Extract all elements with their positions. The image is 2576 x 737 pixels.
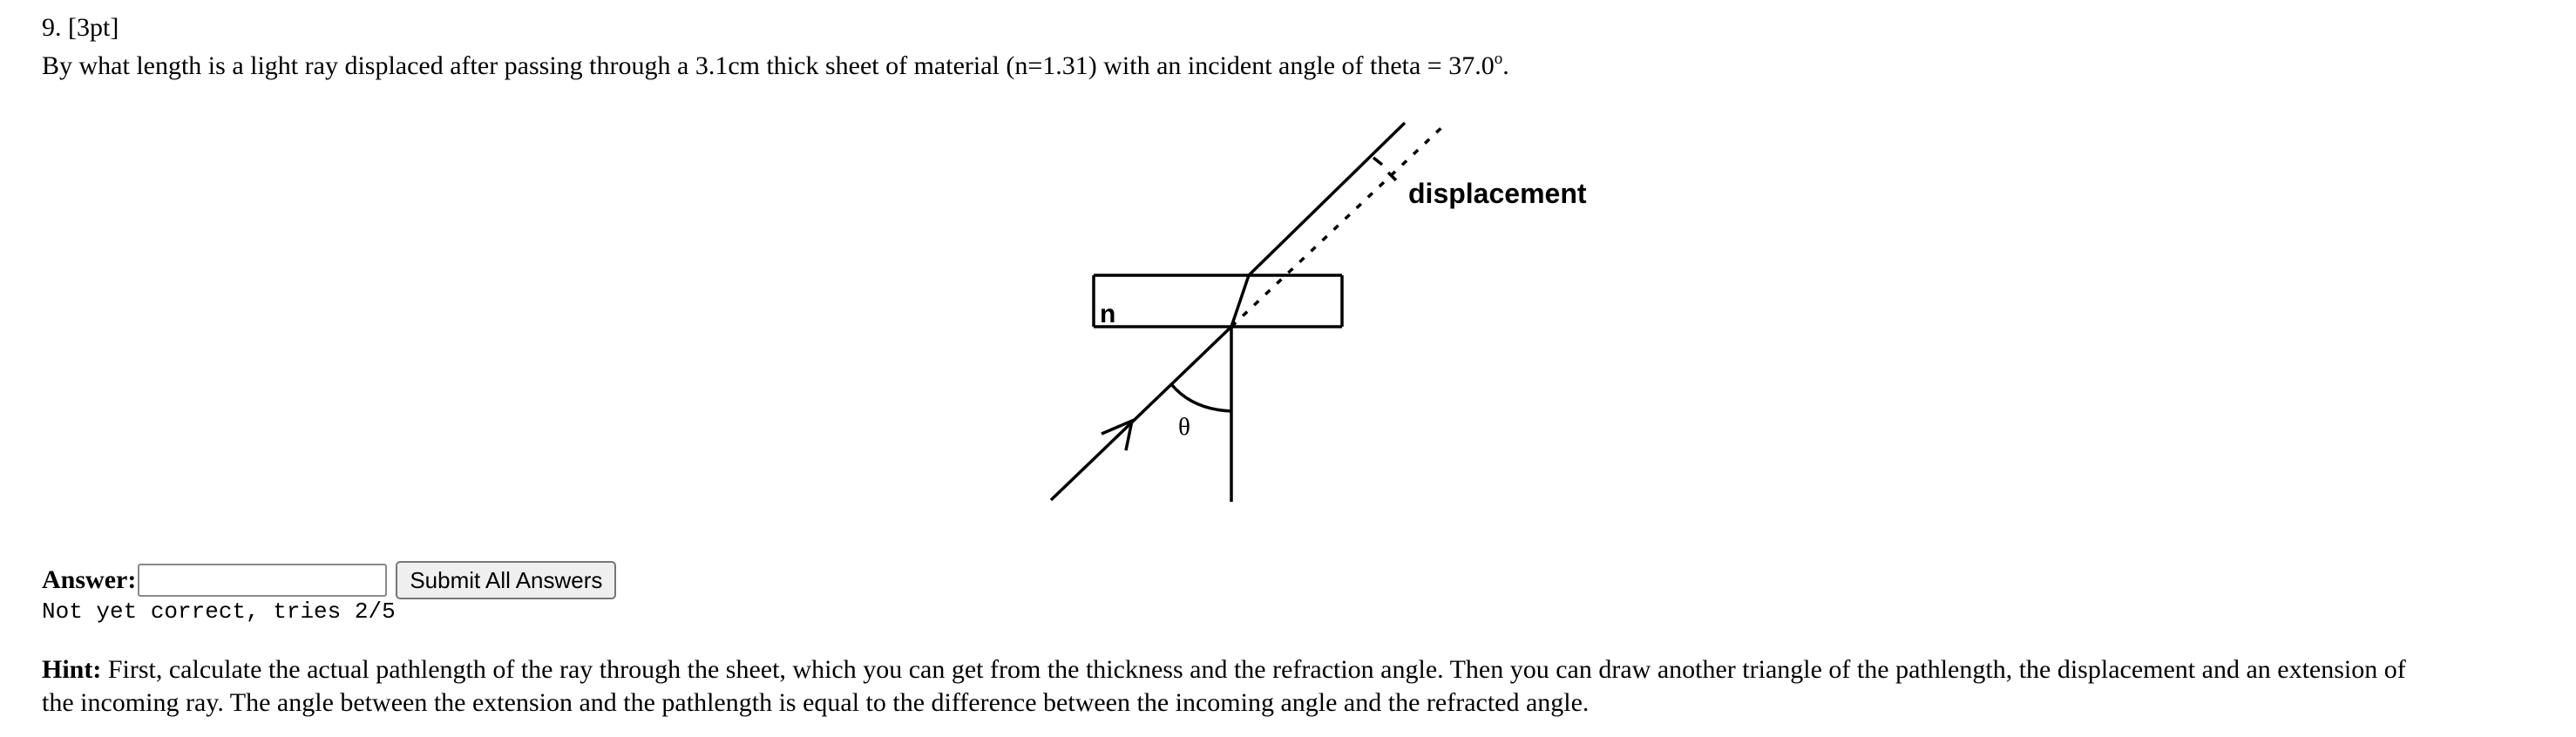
refraction-diagram [993,109,1621,518]
incident-angle-arc [1171,384,1231,411]
refracted-ray [1231,275,1249,327]
displacement-label: displacement [1408,178,1587,209]
theta-label: θ [1178,413,1190,441]
submit-all-answers-button[interactable]: Submit All Answers [396,561,616,599]
question-text-end: . [1502,51,1509,80]
hint-label: Hint: [42,655,102,684]
hint-text-1: First, calculate the actual pathlength of the ray through the sheet, which you can get from the thickness and the refraction angle. Then you can draw another triangle of the pathlength, the displacement and an extension of [107,655,2406,684]
question-text [42,49,1509,84]
emergent-ray [1249,123,1405,275]
question-text-main: By what length is a light ray displaced after passing through a 3.1cm thick sheet of material (n=1.31) with an incident angle of theta = 37.0 [42,51,1495,80]
displacement-marker-1 [1373,158,1382,165]
answer-status: Not yet correct, tries 2/5 [42,598,396,625]
hint-line-2: the incoming ray. The angle between the extension and the pathlength is equal to the difference between the incoming angle and the refracted angle. [42,688,1590,717]
answer-row [42,560,616,600]
extended-incident-ray-dotted [1231,123,1447,327]
hint-line-1 [42,653,2569,686]
degree-superscript: o [1494,50,1503,68]
incident-ray [1051,327,1231,500]
hint [42,653,2569,720]
question-number: 9. [3pt] [42,13,119,42]
answer-label: Answer: [42,565,137,594]
refraction-diagram-svg [993,109,1621,518]
material-n-label: n [1100,300,1116,328]
answer-input[interactable] [138,564,387,597]
